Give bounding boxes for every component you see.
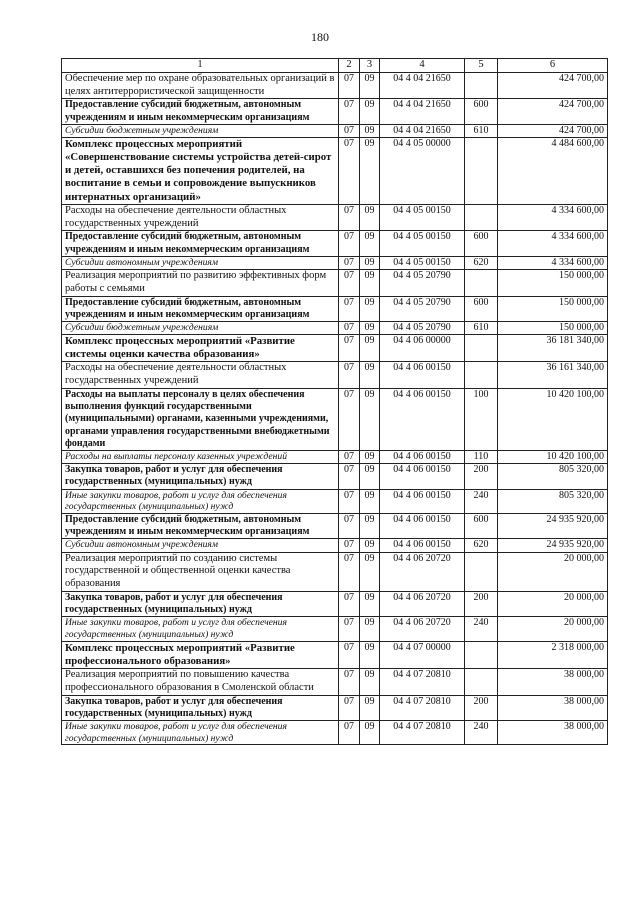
- row-name-cell: Расходы на выплаты персоналу казенных учреждений: [62, 451, 339, 464]
- subsection-code-cell: 09: [360, 124, 380, 137]
- target-article-code-cell: 04 4 06 00000: [380, 335, 465, 362]
- table-row: [62, 539, 608, 552]
- target-article-code-cell: 04 4 05 00000: [380, 137, 465, 204]
- expense-type-code-cell: 600: [465, 99, 498, 124]
- table-row: [62, 641, 608, 668]
- expense-type-code-cell: [465, 362, 498, 389]
- expense-type-code-cell: 240: [465, 489, 498, 513]
- section-code-cell: 07: [339, 451, 360, 464]
- table-row: [62, 513, 608, 538]
- expense-type-code-cell: 600: [465, 513, 498, 538]
- section-code-cell: 07: [339, 721, 360, 745]
- target-article-code-cell: 04 4 06 20720: [380, 552, 465, 591]
- section-code-cell: 07: [339, 591, 360, 616]
- subsection-code-cell: 09: [360, 204, 380, 231]
- target-article-code-cell: 04 4 06 00150: [380, 389, 465, 451]
- section-code-cell: 07: [339, 669, 360, 696]
- section-code-cell: 07: [339, 204, 360, 231]
- row-name-cell: Расходы на обеспечение деятельности областных государственных учреждений: [62, 362, 339, 389]
- table-row: [62, 204, 608, 231]
- amount-cell: 4 334 600,00: [498, 204, 608, 231]
- expense-type-code-cell: [465, 72, 498, 99]
- section-code-cell: 07: [339, 513, 360, 538]
- subsection-code-cell: 09: [360, 137, 380, 204]
- amount-cell: 805 320,00: [498, 464, 608, 489]
- row-name-cell: Закупка товаров, работ и услуг для обеспечения государственных (муниципальных) нужд: [62, 464, 339, 489]
- target-article-code-cell: 04 4 06 00150: [380, 362, 465, 389]
- section-code-cell: 07: [339, 124, 360, 137]
- target-article-code-cell: 04 4 07 00000: [380, 641, 465, 668]
- section-code-cell: 07: [339, 362, 360, 389]
- table-row: [62, 124, 608, 137]
- table-row: [62, 695, 608, 720]
- section-code-cell: 07: [339, 335, 360, 362]
- subsection-code-cell: 09: [360, 451, 380, 464]
- target-article-code-cell: 04 4 05 00150: [380, 204, 465, 231]
- subsection-code-cell: 09: [360, 389, 380, 451]
- page-number: 180: [311, 30, 329, 44]
- subsection-code-cell: 09: [360, 539, 380, 552]
- table-row: [62, 99, 608, 124]
- amount-cell: 38 000,00: [498, 669, 608, 696]
- row-name-cell: Расходы на выплаты персоналу в целях обеспечения выполнения функций государственными (муниципальными) органами, казенными учреждениями, органами управления государственными внебюджетными фондами: [62, 389, 339, 451]
- expense-type-code-cell: 200: [465, 695, 498, 720]
- subsection-code-cell: 09: [360, 641, 380, 668]
- row-name-cell: Комплекс процессных мероприятий «Развитие системы оценки качества образования»: [62, 335, 339, 362]
- amount-cell: 2 318 000,00: [498, 641, 608, 668]
- target-article-code-cell: 04 4 05 20790: [380, 269, 465, 296]
- subsection-code-cell: 09: [360, 256, 380, 269]
- target-article-code-cell: 04 4 06 00150: [380, 464, 465, 489]
- expense-type-code-cell: [465, 641, 498, 668]
- row-name-cell: Реализация мероприятий по повышению качества профессионального образования в Смоленской области: [62, 669, 339, 696]
- table-row: [62, 137, 608, 204]
- target-article-code-cell: 04 4 05 20790: [380, 296, 465, 321]
- table-row: [62, 256, 608, 269]
- subsection-code-cell: 09: [360, 231, 380, 256]
- subsection-code-cell: 09: [360, 513, 380, 538]
- table-row: [62, 617, 608, 641]
- column-header: 1: [62, 59, 339, 73]
- row-name-cell: Субсидии бюджетным учреждениям: [62, 124, 339, 137]
- table-row: [62, 591, 608, 616]
- column-header: 5: [465, 59, 498, 73]
- column-header: 3: [360, 59, 380, 73]
- amount-cell: 24 935 920,00: [498, 513, 608, 538]
- subsection-code-cell: 09: [360, 321, 380, 334]
- table-body: [62, 72, 608, 745]
- table-row: [62, 296, 608, 321]
- expense-type-code-cell: 600: [465, 296, 498, 321]
- budget-table: [61, 58, 608, 745]
- expense-type-code-cell: 620: [465, 539, 498, 552]
- section-code-cell: 07: [339, 695, 360, 720]
- table-row: [62, 269, 608, 296]
- table-row: [62, 489, 608, 513]
- row-name-cell: Предоставление субсидий бюджетным, автономным учреждениям и иным некоммерческим организациям: [62, 231, 339, 256]
- target-article-code-cell: 04 4 05 20790: [380, 321, 465, 334]
- table-row: [62, 552, 608, 591]
- section-code-cell: 07: [339, 137, 360, 204]
- expense-type-code-cell: [465, 269, 498, 296]
- amount-cell: 150 000,00: [498, 321, 608, 334]
- amount-cell: 10 420 100,00: [498, 451, 608, 464]
- target-article-code-cell: 04 4 06 20720: [380, 617, 465, 641]
- expense-type-code-cell: [465, 552, 498, 591]
- table-row: [62, 362, 608, 389]
- subsection-code-cell: 09: [360, 552, 380, 591]
- row-name-cell: Иные закупки товаров, работ и услуг для обеспечения государственных (муниципальных) нужд: [62, 721, 339, 745]
- column-header: 4: [380, 59, 465, 73]
- expense-type-code-cell: 240: [465, 721, 498, 745]
- table-row: [62, 464, 608, 489]
- row-name-cell: Предоставление субсидий бюджетным, автономным учреждениям и иным некоммерческим организациям: [62, 513, 339, 538]
- amount-cell: 20 000,00: [498, 591, 608, 616]
- amount-cell: 424 700,00: [498, 99, 608, 124]
- row-name-cell: Иные закупки товаров, работ и услуг для обеспечения государственных (муниципальных) нужд: [62, 617, 339, 641]
- row-name-cell: Закупка товаров, работ и услуг для обеспечения государственных (муниципальных) нужд: [62, 695, 339, 720]
- section-code-cell: 07: [339, 256, 360, 269]
- amount-cell: 36 161 340,00: [498, 362, 608, 389]
- table-row: [62, 669, 608, 696]
- row-name-cell: Иные закупки товаров, работ и услуг для обеспечения государственных (муниципальных) нужд: [62, 489, 339, 513]
- target-article-code-cell: 04 4 05 00150: [380, 256, 465, 269]
- amount-cell: 150 000,00: [498, 296, 608, 321]
- amount-cell: 10 420 100,00: [498, 389, 608, 451]
- target-article-code-cell: 04 4 06 00150: [380, 489, 465, 513]
- amount-cell: 36 181 340,00: [498, 335, 608, 362]
- row-name-cell: Расходы на обеспечение деятельности областных государственных учреждений: [62, 204, 339, 231]
- target-article-code-cell: 04 4 05 00150: [380, 231, 465, 256]
- table-row: [62, 72, 608, 99]
- target-article-code-cell: 04 4 04 21650: [380, 99, 465, 124]
- subsection-code-cell: 09: [360, 296, 380, 321]
- subsection-code-cell: 09: [360, 721, 380, 745]
- row-name-cell: Закупка товаров, работ и услуг для обеспечения государственных (муниципальных) нужд: [62, 591, 339, 616]
- amount-cell: 805 320,00: [498, 489, 608, 513]
- section-code-cell: 07: [339, 99, 360, 124]
- row-name-cell: Комплекс процессных мероприятий «Совершенствование системы устройства детей-сирот и детей, оставшихся без попечения родителей, на воспитание в семьи и сопровождение выпускников интернатных организаций»: [62, 137, 339, 204]
- amount-cell: 150 000,00: [498, 269, 608, 296]
- expense-type-code-cell: [465, 204, 498, 231]
- target-article-code-cell: 04 4 06 00150: [380, 539, 465, 552]
- expense-type-code-cell: 610: [465, 321, 498, 334]
- subsection-code-cell: 09: [360, 99, 380, 124]
- expense-type-code-cell: 110: [465, 451, 498, 464]
- section-code-cell: 07: [339, 296, 360, 321]
- subsection-code-cell: 09: [360, 489, 380, 513]
- subsection-code-cell: 09: [360, 695, 380, 720]
- column-header: 2: [339, 59, 360, 73]
- subsection-code-cell: 09: [360, 269, 380, 296]
- section-code-cell: 07: [339, 231, 360, 256]
- expense-type-code-cell: 200: [465, 464, 498, 489]
- amount-cell: 4 334 600,00: [498, 256, 608, 269]
- amount-cell: 24 935 920,00: [498, 539, 608, 552]
- amount-cell: 424 700,00: [498, 124, 608, 137]
- section-code-cell: 07: [339, 72, 360, 99]
- table-row: [62, 721, 608, 745]
- expense-type-code-cell: [465, 137, 498, 204]
- target-article-code-cell: 04 4 07 20810: [380, 669, 465, 696]
- subsection-code-cell: 09: [360, 591, 380, 616]
- row-name-cell: Реализация мероприятий по развитию эффективных форм работы с семьями: [62, 269, 339, 296]
- subsection-code-cell: 09: [360, 362, 380, 389]
- target-article-code-cell: 04 4 06 00150: [380, 513, 465, 538]
- row-name-cell: Комплекс процессных мероприятий «Развитие профессионального образования»: [62, 641, 339, 668]
- row-name-cell: Предоставление субсидий бюджетным, автономным учреждениям и иным некоммерческим организациям: [62, 296, 339, 321]
- amount-cell: 4 484 600,00: [498, 137, 608, 204]
- amount-cell: 424 700,00: [498, 72, 608, 99]
- table-row: [62, 389, 608, 451]
- section-code-cell: 07: [339, 269, 360, 296]
- target-article-code-cell: 04 4 06 20720: [380, 591, 465, 616]
- header-row: [62, 59, 608, 73]
- section-code-cell: 07: [339, 552, 360, 591]
- section-code-cell: 07: [339, 464, 360, 489]
- section-code-cell: 07: [339, 539, 360, 552]
- target-article-code-cell: 04 4 07 20810: [380, 721, 465, 745]
- target-article-code-cell: 04 4 07 20810: [380, 695, 465, 720]
- amount-cell: 20 000,00: [498, 552, 608, 591]
- row-name-cell: Субсидии автономным учреждениям: [62, 539, 339, 552]
- table-row: [62, 321, 608, 334]
- row-name-cell: Субсидии автономным учреждениям: [62, 256, 339, 269]
- expense-type-code-cell: 200: [465, 591, 498, 616]
- column-header: 6: [498, 59, 608, 73]
- expense-type-code-cell: 240: [465, 617, 498, 641]
- section-code-cell: 07: [339, 641, 360, 668]
- section-code-cell: 07: [339, 321, 360, 334]
- row-name-cell: Субсидии бюджетным учреждениям: [62, 321, 339, 334]
- target-article-code-cell: 04 4 06 00150: [380, 451, 465, 464]
- expense-type-code-cell: 620: [465, 256, 498, 269]
- subsection-code-cell: 09: [360, 72, 380, 99]
- section-code-cell: 07: [339, 489, 360, 513]
- table-row: [62, 451, 608, 464]
- section-code-cell: 07: [339, 389, 360, 451]
- section-code-cell: 07: [339, 617, 360, 641]
- amount-cell: 38 000,00: [498, 721, 608, 745]
- row-name-cell: Предоставление субсидий бюджетным, автономным учреждениям и иным некоммерческим организациям: [62, 99, 339, 124]
- target-article-code-cell: 04 4 04 21650: [380, 124, 465, 137]
- subsection-code-cell: 09: [360, 669, 380, 696]
- table-row: [62, 231, 608, 256]
- subsection-code-cell: 09: [360, 335, 380, 362]
- expense-type-code-cell: [465, 669, 498, 696]
- row-name-cell: Реализация мероприятий по созданию системы государственной и общественной оценки качества образования: [62, 552, 339, 591]
- amount-cell: 20 000,00: [498, 617, 608, 641]
- expense-type-code-cell: 610: [465, 124, 498, 137]
- target-article-code-cell: 04 4 04 21650: [380, 72, 465, 99]
- table-row: [62, 335, 608, 362]
- amount-cell: 4 334 600,00: [498, 231, 608, 256]
- expense-type-code-cell: [465, 335, 498, 362]
- row-name-cell: Обеспечение мер по охране образовательных организаций в целях антитеррористической защищенности: [62, 72, 339, 99]
- expense-type-code-cell: 600: [465, 231, 498, 256]
- amount-cell: 38 000,00: [498, 695, 608, 720]
- subsection-code-cell: 09: [360, 464, 380, 489]
- subsection-code-cell: 09: [360, 617, 380, 641]
- expense-type-code-cell: 100: [465, 389, 498, 451]
